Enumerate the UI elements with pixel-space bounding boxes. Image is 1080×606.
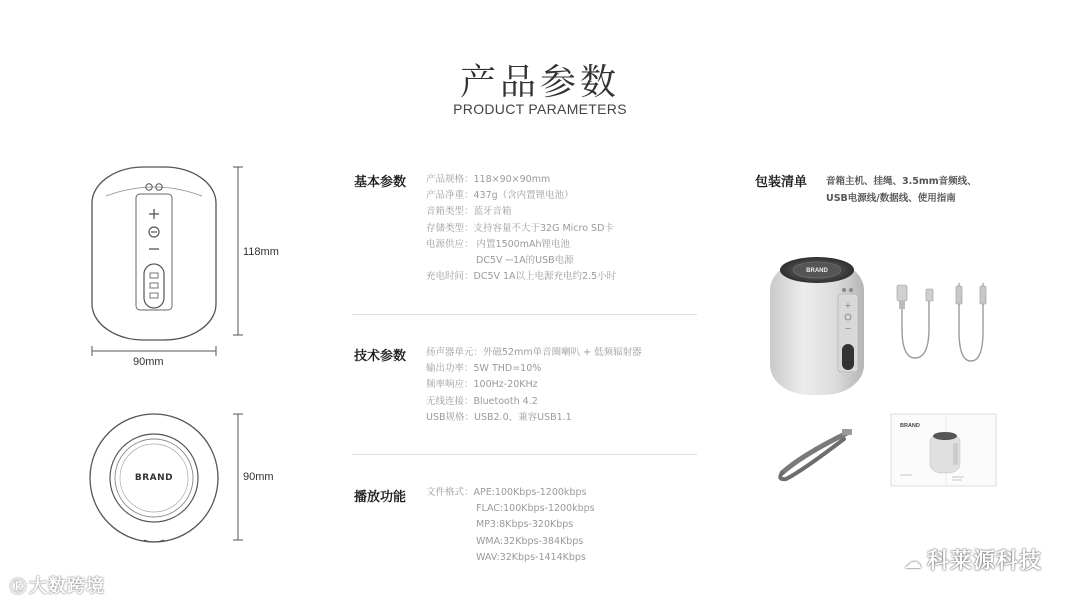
spec-row: 充电时间：DC5V 1A以上电源充电约2.5小时 xyxy=(426,271,617,283)
watermark-left-text: 大数跨境 xyxy=(29,576,106,597)
spec-row: USB规格：USB2.0、兼容USB1.1 xyxy=(426,411,572,423)
lanyard-photo xyxy=(772,425,862,485)
playback-heading: 播放功能 xyxy=(354,490,407,505)
spec-row: 扬声器单元：外磁52mm单音圈喇叭 + 低频辐射器 xyxy=(426,347,642,358)
user-guide-photo xyxy=(890,413,998,488)
brand-logo-top: BRAND xyxy=(134,473,174,483)
spec-row: FLAC:100Kbps-1200kbps xyxy=(476,503,595,515)
speaker-photo xyxy=(764,250,874,400)
spec-row: 无线连接：Bluetooth 4.2 xyxy=(426,395,538,407)
package-line: USB电源线/数据线、使用指南 xyxy=(826,193,956,204)
svg-text:−: − xyxy=(844,324,852,333)
brand-logo-photo: BRAND xyxy=(806,268,828,274)
usb-cable-photo xyxy=(893,283,948,368)
tech-params-list xyxy=(426,345,642,426)
page-title: 产品参数 xyxy=(459,62,620,103)
watermark-right xyxy=(904,544,1042,575)
speaker-front-drawing xyxy=(80,160,310,370)
spec-row: 音箱类型：蓝牙音箱 xyxy=(426,206,512,218)
package-line: 音箱主机、挂绳、3.5mm音频线、 xyxy=(826,176,977,187)
basic-params-heading: 基本参数 xyxy=(354,175,407,190)
speaker-top-drawing xyxy=(80,408,310,548)
spec-row: WAV:32Kbps-1414Kbps xyxy=(476,551,586,563)
depth-dimension-label: 90mm xyxy=(243,471,274,483)
watermark-right-text: 科莱源科技 xyxy=(927,549,1043,574)
weibo-icon: ⓚ xyxy=(10,577,28,596)
package-heading: 包装清单 xyxy=(755,175,808,190)
spec-row: 输出功率：5W THD=10% xyxy=(426,363,542,375)
page-subtitle: PRODUCT PARAMETERS xyxy=(453,101,627,117)
section-divider xyxy=(352,314,697,315)
wechat-icon: ☁ xyxy=(904,552,923,573)
spec-row: 频率响应：100Hz-20KHz xyxy=(426,379,538,391)
spec-row: MP3:8Kbps-320Kbps xyxy=(476,519,574,531)
spec-row: 产品净重：437g（含内置锂电池） xyxy=(426,190,574,202)
height-dimension-label: 118mm xyxy=(243,246,279,258)
basic-params-list xyxy=(426,172,616,285)
width-dimension-label: 90mm xyxy=(133,356,164,368)
spec-row: 产品规格：118×90×90mm xyxy=(426,174,551,185)
section-divider xyxy=(352,454,697,455)
guide-brand-label: BRAND xyxy=(900,423,920,429)
spec-row: WMA:32Kbps-384Kbps xyxy=(476,535,584,547)
tech-params-heading: 技术参数 xyxy=(354,349,407,364)
spec-row: DC5V ⎓1A的USB电源 xyxy=(476,255,574,267)
spec-row: 文件格式：APE:100Kbps-1200kbps xyxy=(426,487,587,498)
spec-row: 存储类型：支持容量不大于32G Micro SD卡 xyxy=(426,222,614,234)
audio-cable-photo xyxy=(950,283,1000,368)
svg-text:+: + xyxy=(844,301,852,310)
watermark-left xyxy=(10,572,105,598)
spec-row: 电源供应： 内置1500mAh锂电池 xyxy=(426,238,570,250)
package-contents xyxy=(826,173,977,207)
playback-list xyxy=(426,485,595,566)
